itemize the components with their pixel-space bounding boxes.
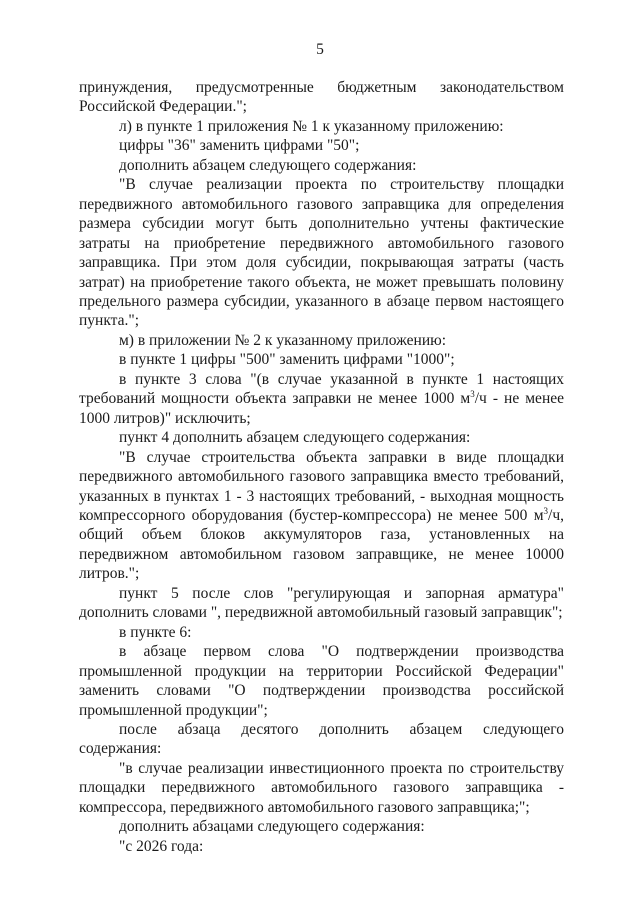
paragraph-8-text: в пункте 3 слова "(в случае указанной в пункте 1 настоящих требований мощности объекта заправки не менее 1000 м	[79, 370, 564, 408]
paragraph-17: "с 2026 года:	[119, 837, 204, 855]
paragraph-8-superscript: 3	[470, 389, 475, 400]
paragraph-15: "в случае реализации инвестиционного проекта по строительству площадки передвижного автомобильного газового заправщика - компрессора, передвижного автомобильного газового заправщика;";	[79, 759, 564, 816]
page-number: 5	[316, 41, 324, 58]
paragraph-6: м) в приложении № 2 к указанному приложению:	[119, 331, 447, 349]
paragraph-10-text: "В случае строительства объекта заправки в виде площадки передвижного автомобильного газового заправщика вместо требований, указанных в пунктах 1 - 3 настоящих требований, - выходная мощность компрессорного оборудования (бустер-компрессора) не менее 500 м	[79, 448, 564, 524]
paragraph-1: принуждения, предусмотренные бюджетным законодательством Российской Федерации.";	[79, 79, 564, 116]
paragraph-13: в абзаце первом слова "О подтверждении производства промышленной продукции на территории Российской Федерации" заменить словами "О подтверждении производства российской промышленной продукции";	[79, 643, 564, 719]
paragraph-2: л) в пункте 1 приложения № 1 к указанному приложению:	[119, 117, 504, 135]
paragraph-12: в пункте 6:	[119, 623, 192, 641]
paragraph-16: дополнить абзацами следующего содержания:	[119, 818, 425, 836]
paragraph-10	[79, 448, 564, 584]
paragraph-10-text-after: /ч, общий объем блоков аккумуляторов газа, установленных на передвижном автомобильном газовом заправщике, не менее 10000 литров.";	[79, 506, 564, 583]
paragraph-5: "В случае реализации проекта по строительству площадки передвижного автомобильного газового заправщика для определения размера субсидии могут быть дополнительно учтены фактические затраты на приобретение передвижного автомобильного газового заправщика. При этом доля субсидии, покрывающая затраты (часть затрат) на приобретение такого объекта, не может превышать половину предельного размера субсидии, указанного в абзаце первом настоящего пункта.";	[79, 176, 564, 330]
document-body	[79, 78, 564, 856]
paragraph-3: цифры "36" заменить цифрами "50";	[119, 137, 360, 155]
paragraph-7: в пункте 1 цифры "500" заменить цифрами "1000";	[119, 351, 455, 369]
paragraph-10-superscript: 3	[543, 505, 549, 516]
paragraph-9: пункт 4 дополнить абзацем следующего содержания:	[119, 429, 471, 447]
paragraph-11: пункт 5 после слов "регулирующая и запорная арматура" дополнить словами ", передвижной автомобильный газовый заправщик";	[79, 584, 564, 622]
paragraph-14: после абзаца десятого дополнить абзацем следующего содержания:	[79, 720, 564, 758]
paragraph-8-text-after: /ч - не менее 1000 литров)" исключить;	[79, 390, 564, 427]
paragraph-8	[79, 370, 564, 428]
paragraph-4: дополнить абзацем следующего содержания:	[119, 156, 417, 174]
